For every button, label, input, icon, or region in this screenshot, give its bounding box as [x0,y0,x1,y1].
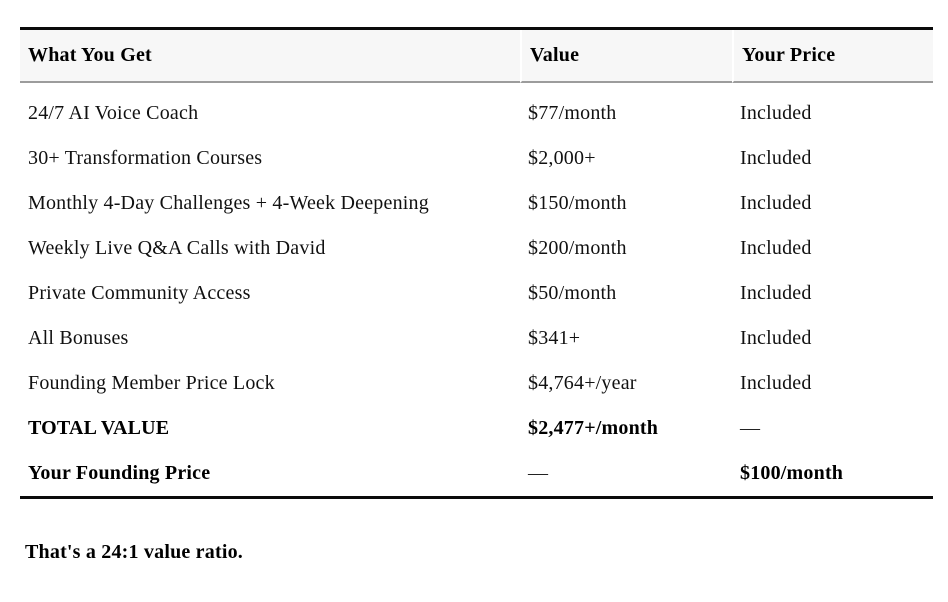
row-value: $150/month [528,192,627,214]
column-header-value: Value [520,30,732,83]
row-price: $100/month [740,462,844,484]
row-item: Private Community Access [28,282,251,304]
table-body [20,83,933,496]
table-row [20,271,933,316]
table-row [20,181,933,226]
row-price: Included [740,102,812,124]
value-ratio-note: That's a 24:1 value ratio. [25,541,243,563]
column-header-your-price: Your Price [732,30,933,83]
row-price: Included [740,192,812,214]
row-item: Monthly 4-Day Challenges + 4-Week Deepening [28,192,429,214]
row-value: $4,764+/year [528,372,637,394]
row-price: — [740,417,761,439]
table-header [20,30,933,83]
row-item: All Bonuses [28,327,129,349]
pricing-table [20,27,933,499]
row-item: Founding Member Price Lock [28,372,275,394]
row-price: Included [740,237,812,259]
row-item: 24/7 AI Voice Coach [28,102,199,124]
row-item: Weekly Live Q&A Calls with David [28,237,326,259]
table-row [20,361,933,406]
table-row [20,226,933,271]
row-value: $341+ [528,327,581,349]
row-price: Included [740,147,812,169]
row-value: $2,477+/month [528,417,659,439]
row-price: Included [740,282,812,304]
table-row-total-value [20,406,933,451]
row-item: Your Founding Price [28,462,211,484]
row-item: TOTAL VALUE [28,417,170,439]
header-row [20,30,933,83]
table-row-founding-price [20,451,933,496]
row-price: Included [740,327,812,349]
row-price: Included [740,372,812,394]
row-value: $200/month [528,237,627,259]
row-item: 30+ Transformation Courses [28,147,263,169]
table-row [20,136,933,181]
row-value: $2,000+ [528,147,596,169]
column-header-what-you-get: What You Get [20,30,520,83]
row-value: $50/month [528,282,617,304]
table-row [20,83,933,136]
row-value: $77/month [528,102,617,124]
row-value: — [528,462,549,484]
table-row [20,316,933,361]
